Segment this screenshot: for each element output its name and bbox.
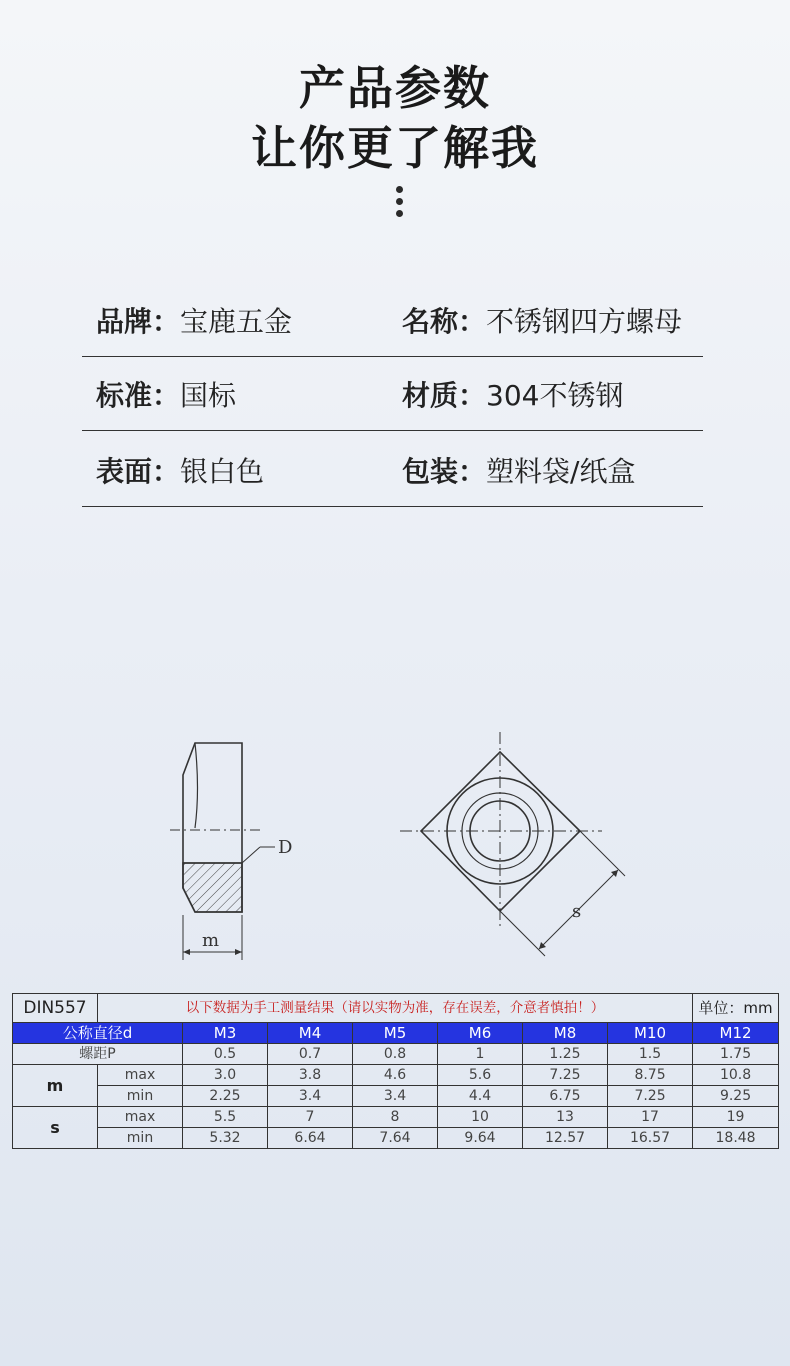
table-header-row bbox=[13, 1023, 779, 1044]
unit-cell: 单位：mm bbox=[693, 994, 779, 1023]
table-row bbox=[13, 1086, 779, 1107]
spec-label: 名称： bbox=[402, 305, 487, 338]
table-cell: 12.57 bbox=[523, 1128, 608, 1149]
table-cell: 2.25 bbox=[183, 1086, 268, 1107]
side-view bbox=[170, 743, 275, 960]
square-nut-technical-drawing bbox=[150, 720, 640, 970]
size-header: M8 bbox=[523, 1023, 608, 1044]
spec-row bbox=[82, 450, 703, 507]
table-cell: 6.75 bbox=[523, 1086, 608, 1107]
size-header: M10 bbox=[608, 1023, 693, 1044]
table-cell: 18.48 bbox=[693, 1128, 779, 1149]
table-cell: 9.64 bbox=[438, 1128, 523, 1149]
table-cell: 10 bbox=[438, 1107, 523, 1128]
s-label: s bbox=[13, 1107, 98, 1149]
table-cell: 5.6 bbox=[438, 1065, 523, 1086]
table-cell: 8.75 bbox=[608, 1065, 693, 1086]
label-d: D bbox=[278, 837, 293, 858]
size-header: M5 bbox=[353, 1023, 438, 1044]
spec-label: 材质： bbox=[402, 379, 487, 412]
dimension-table bbox=[12, 993, 779, 1149]
table-cell: 13 bbox=[523, 1107, 608, 1128]
table-row bbox=[13, 1044, 779, 1065]
table-cell: 1.25 bbox=[523, 1044, 608, 1065]
table-row bbox=[13, 1065, 779, 1086]
table-cell: 0.5 bbox=[183, 1044, 268, 1065]
spec-value: 不锈钢四方螺母 bbox=[486, 305, 683, 338]
table-cell: 3.4 bbox=[353, 1086, 438, 1107]
table-row bbox=[13, 1128, 779, 1149]
table-cell: 17 bbox=[608, 1107, 693, 1128]
spec-value: 国标 bbox=[180, 379, 237, 412]
table-cell: 16.57 bbox=[608, 1128, 693, 1149]
size-header: M6 bbox=[438, 1023, 523, 1044]
table-cell: 7.25 bbox=[523, 1065, 608, 1086]
min-label: min bbox=[98, 1086, 183, 1107]
max-label: max bbox=[98, 1065, 183, 1086]
min-label: min bbox=[98, 1128, 183, 1149]
size-header: M12 bbox=[693, 1023, 779, 1044]
table-cell: 1.75 bbox=[693, 1044, 779, 1065]
max-label: max bbox=[98, 1107, 183, 1128]
table-cell: 3.8 bbox=[268, 1065, 353, 1086]
table-cell: 3.4 bbox=[268, 1086, 353, 1107]
table-cell: 7.25 bbox=[608, 1086, 693, 1107]
table-cell: 4.6 bbox=[353, 1065, 438, 1086]
table-cell: 0.7 bbox=[268, 1044, 353, 1065]
table-row bbox=[13, 1107, 779, 1128]
measurement-note: 以下数据为手工测量结果（请以实物为准，存在误差，介意者慎拍！） bbox=[98, 994, 693, 1023]
table-cell: 7 bbox=[268, 1107, 353, 1128]
table-cell: 9.25 bbox=[693, 1086, 779, 1107]
spec-label: 标准： bbox=[96, 379, 181, 412]
spec-row bbox=[82, 300, 703, 357]
spec-label: 品牌： bbox=[96, 305, 181, 338]
table-cell: 5.32 bbox=[183, 1128, 268, 1149]
table-cell: 6.64 bbox=[268, 1128, 353, 1149]
pitch-label: 螺距P bbox=[13, 1044, 183, 1065]
spec-label: 表面： bbox=[96, 455, 181, 488]
table-cell: 19 bbox=[693, 1107, 779, 1128]
m-label: m bbox=[13, 1065, 98, 1107]
nominal-diameter-header: 公称直径d bbox=[13, 1023, 183, 1044]
spec-row bbox=[82, 374, 703, 431]
table-cell: 4.4 bbox=[438, 1086, 523, 1107]
table-cell: 7.64 bbox=[353, 1128, 438, 1149]
spec-value: 银白色 bbox=[180, 455, 265, 488]
table-cell: 8 bbox=[353, 1107, 438, 1128]
spec-label: 包装： bbox=[402, 455, 487, 488]
vertical-dots-icon bbox=[396, 186, 404, 222]
spec-value: 宝鹿五金 bbox=[180, 305, 293, 338]
spec-value: 塑料袋/纸盒 bbox=[486, 455, 636, 488]
table-cell: 10.8 bbox=[693, 1065, 779, 1086]
size-header: M4 bbox=[268, 1023, 353, 1044]
standard-cell: DIN557 bbox=[13, 994, 98, 1023]
label-m: m bbox=[202, 930, 220, 951]
page-subtitle: 让你更了解我 bbox=[251, 121, 539, 175]
size-header: M3 bbox=[183, 1023, 268, 1044]
page-title: 产品参数 bbox=[299, 61, 491, 115]
front-view bbox=[400, 732, 625, 956]
label-s: s bbox=[572, 901, 582, 922]
table-cell: 0.8 bbox=[353, 1044, 438, 1065]
spec-value: 304不锈钢 bbox=[486, 379, 624, 412]
table-cell: 1 bbox=[438, 1044, 523, 1065]
table-cell: 5.5 bbox=[183, 1107, 268, 1128]
table-cell: 3.0 bbox=[183, 1065, 268, 1086]
table-cell: 1.5 bbox=[608, 1044, 693, 1065]
